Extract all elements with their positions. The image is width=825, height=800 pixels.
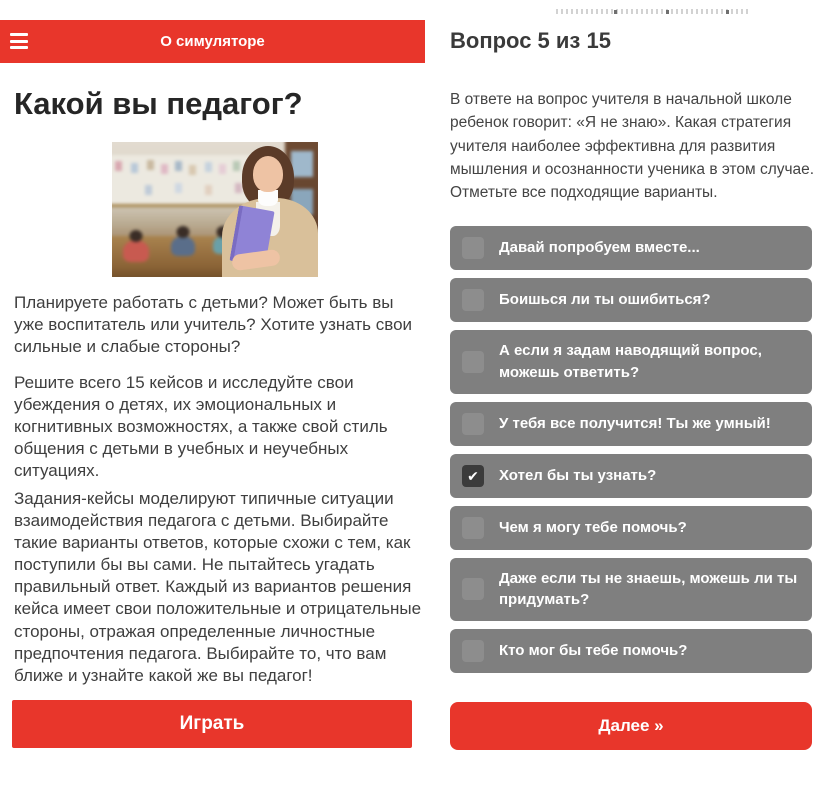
answer-option-label: Давай попробуем вместе...	[499, 239, 700, 257]
answer-option-label: А если я задам наводящий вопрос, можешь ответить?	[499, 342, 762, 381]
checkbox-icon[interactable]	[462, 640, 484, 662]
app-header-bar	[0, 20, 425, 63]
answer-option-label: Даже если ты не знаешь, можешь ли ты придумать?	[499, 569, 798, 609]
answer-option[interactable]	[450, 330, 812, 394]
checkbox-icon[interactable]	[462, 517, 484, 539]
checkbox-icon[interactable]	[462, 578, 484, 600]
answer-option[interactable]	[450, 629, 812, 673]
header-title: О симуляторе	[160, 33, 265, 50]
answer-option-label: Хотел бы ты узнать?	[499, 466, 657, 484]
answer-option[interactable]	[450, 278, 812, 322]
checkbox-icon[interactable]	[462, 413, 484, 435]
checkbox-icon[interactable]	[462, 237, 484, 259]
page-title: Какой вы педагог?	[14, 86, 303, 121]
clipped-text-fragment	[556, 9, 748, 14]
answer-option-label: У тебя все получится! Ты же умный!	[499, 414, 771, 432]
answer-option[interactable]	[450, 506, 812, 550]
intro-paragraph-2: Решите всего 15 кейсов и исследуйте свои убеждения о детях, их эмоциональных и когнитивных возможностях, а также свой стиль общения с детьми в учебных и неучебных ситуациях.	[14, 373, 388, 481]
answer-option[interactable]	[450, 226, 812, 270]
intro-paragraph-1: Планируете работать с детьми? Может быть вы уже воспитатель или учитель? Хотите узнать свои сильные и слабые стороны?	[14, 293, 413, 357]
play-button[interactable]: Играть	[12, 700, 412, 748]
intro-paragraph-3: Задания-кейсы моделируют типичные ситуации взаимодействия педагога с детьми. Выбирайте такие варианты ответов, которые схожи с тем, как поступили бы вы сами. Не пытайтесь угадать правильный ответ. Каждый из вариантов решения кейса имеет свои положительные и отрицательные стороны, отражая определенные личностные предпочтения педагога. Выбирайте то, что вам ближе и узнайте какой же вы педагог!	[14, 489, 422, 685]
answer-option-label: Кто мог бы тебе помочь?	[499, 642, 688, 660]
answer-option-label: Боишься ли ты ошибиться?	[499, 291, 711, 309]
answer-option[interactable]	[450, 402, 812, 446]
classroom-photo	[112, 142, 318, 277]
checkbox-icon[interactable]	[462, 289, 484, 311]
answer-option[interactable]	[450, 454, 812, 498]
next-button[interactable]: Далее »	[450, 702, 812, 750]
answer-option[interactable]	[450, 558, 812, 622]
teacher-figure	[204, 142, 318, 277]
answer-options-list	[450, 226, 812, 673]
checkbox-checked-icon[interactable]: ✔	[462, 465, 484, 487]
question-text: В ответе на вопрос учителя в начальной школе ребенок говорит: «Я не знаю». Какая стратегия учителя наиболее эффективна для развития мышления и осознанности ученика в этом случае. Отметьте все подходящие варианты.	[450, 91, 815, 201]
checkbox-icon[interactable]	[462, 351, 484, 373]
question-progress: Вопрос 5 из 15	[450, 28, 611, 53]
answer-option-label: Чем я могу тебе помочь?	[499, 518, 687, 536]
